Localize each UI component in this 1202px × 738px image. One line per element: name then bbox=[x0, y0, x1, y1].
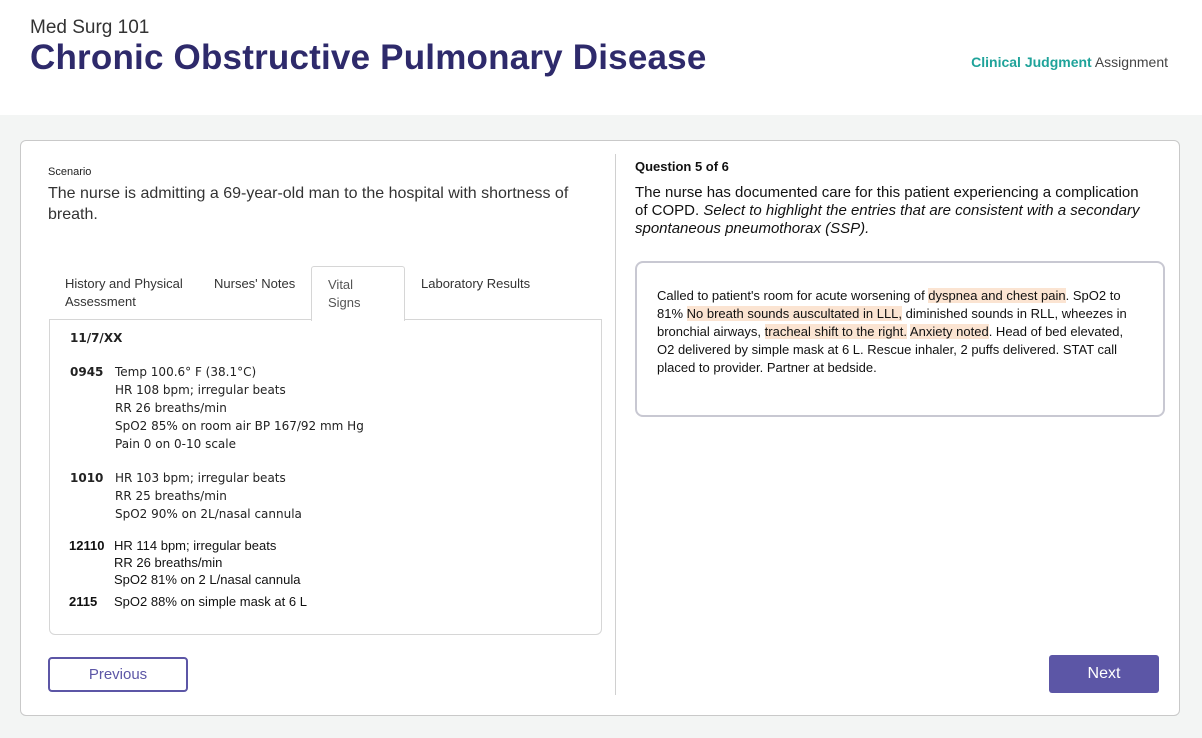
entry-line: Pain 0 on 0-10 scale bbox=[115, 437, 236, 451]
note-segment-highlighted[interactable]: dyspnea and chest pain bbox=[928, 288, 1066, 303]
assignment-brand: Clinical Judgment bbox=[971, 54, 1092, 70]
exhibit-tabs bbox=[49, 266, 602, 321]
entry-line: SpO2 88% on simple mask at 6 L bbox=[114, 594, 307, 609]
question-number: Question 5 of 6 bbox=[635, 159, 729, 174]
entry-line: SpO2 85% on room air BP 167/92 mm Hg bbox=[115, 419, 364, 433]
question-text bbox=[635, 184, 1155, 238]
entry-line: HR 108 bpm; irregular beats bbox=[115, 383, 286, 397]
tab-laboratory-results[interactable]: Laboratory Results bbox=[421, 276, 531, 291]
note-segment[interactable]: . SpO2 to 81% bbox=[657, 288, 1121, 321]
entry-line: Temp 100.6° F (38.1°C) bbox=[115, 365, 257, 379]
vital-signs-panel bbox=[49, 319, 602, 635]
scenario-label: Scenario bbox=[48, 166, 92, 178]
entry-time: 1010 bbox=[70, 471, 104, 485]
tab-nurses-notes[interactable]: Nurses' Notes bbox=[214, 276, 296, 291]
question-card bbox=[20, 140, 1180, 716]
question-instruction: Select to highlight the entries that are consistent with a secondary spontaneous pneumothorax (SSP). bbox=[635, 202, 1140, 237]
note-segment[interactable]: diminished sounds in RLL, wheezes in bronchial airways, bbox=[657, 306, 1127, 339]
nurses-note-box bbox=[635, 261, 1165, 417]
entry-line: HR 103 bpm; irregular beats bbox=[115, 471, 286, 485]
page-title: Chronic Obstructive Pulmonary Disease bbox=[30, 38, 707, 77]
column-divider bbox=[615, 154, 616, 695]
next-button[interactable]: Next bbox=[1049, 655, 1159, 693]
note-segment[interactable]: Called to patient's room for acute worsening of bbox=[657, 288, 929, 303]
entry-time: 0945 bbox=[70, 365, 104, 379]
entry-line: RR 26 breaths/min bbox=[114, 555, 223, 570]
note-segment-highlighted[interactable]: Anxiety noted bbox=[909, 324, 989, 339]
previous-button[interactable]: Previous bbox=[48, 657, 188, 692]
page-header bbox=[0, 0, 1202, 115]
entry-line: RR 26 breaths/min bbox=[115, 401, 227, 415]
note-segment[interactable]: . Head of bed elevated, O2 delivered by simple mask at 6 L. Rescue inhaler, 2 puffs delivered. STAT call placed to provider. Partner at bedside. bbox=[657, 324, 1124, 375]
tab-vital-signs[interactable]: Vital Signs bbox=[311, 266, 405, 321]
scenario-text: The nurse is admitting a 69-year-old man to the hospital with shortness of breath. bbox=[48, 185, 569, 223]
entry-time: 2115 bbox=[69, 594, 98, 609]
assignment-label: Assignment bbox=[1094, 54, 1168, 70]
question-stem: The nurse has documented care for this patient experiencing a complication of COPD. bbox=[635, 184, 1139, 219]
course-name: Med Surg 101 bbox=[30, 17, 150, 38]
entry-line: HR 114 bpm; irregular beats bbox=[114, 538, 277, 553]
assignment-type bbox=[971, 54, 1168, 70]
entry-line: SpO2 81% on 2 L/nasal cannula bbox=[114, 572, 301, 587]
note-segment-highlighted[interactable]: No breath sounds auscultated in LLL, bbox=[686, 306, 903, 321]
vital-signs-date: 11/7/XX bbox=[70, 331, 123, 345]
entry-line: RR 25 breaths/min bbox=[115, 489, 227, 503]
note-segment-highlighted[interactable]: tracheal shift to the right. bbox=[764, 324, 908, 339]
entry-time: 12110 bbox=[69, 538, 105, 553]
tab-history-and-physical[interactable]: History and Physical Assessment bbox=[65, 276, 183, 309]
entry-line: SpO2 90% on 2L/nasal cannula bbox=[115, 507, 302, 521]
